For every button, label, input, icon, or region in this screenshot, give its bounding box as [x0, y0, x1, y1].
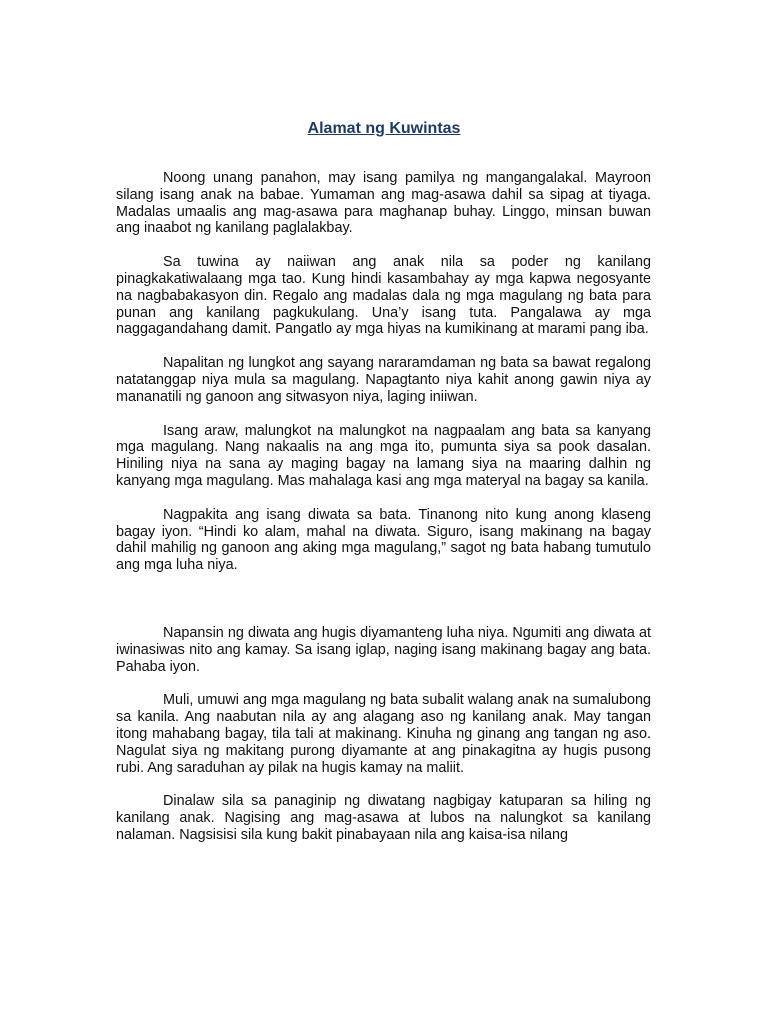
paragraph-spacer — [116, 237, 651, 254]
paragraph-spacer — [116, 338, 651, 355]
paragraph-spacer — [116, 406, 651, 423]
paragraph-spacer — [116, 675, 651, 692]
document-title: Alamat ng Kuwintas — [307, 120, 461, 137]
paragraph-spacer — [116, 490, 651, 507]
paragraph-1: Noong unang panahon, may isang pamilya ng mangangalakal. Mayroon silang isang anak na babae. Yumaman ang mag-asawa dahil sa sipag at tiyaga. Madalas umaalis ang mag-asawa para maghanap buhay. Linggo, minsan buwan ang inaabot ng kanilang paglalakbay. — [116, 170, 651, 237]
paragraph-2: Sa tuwina ay naiiwan ang anak nila sa poder ng kanilang pinagkakatiwalaang mga tao. Kung hindi kasambahay ay mga kapwa negosyante na nagbabakasyon din. Regalo ang madalas dala ng mga magulang ng bata para punan ang kanilang pagkukulang. Una’y isang tuta. Pangalawa ay mga naggagandahang damit. Pangatlo ay mga hiyas na kumikinang at marami pang iba. — [116, 254, 651, 338]
paragraph-8: Dinalaw sila sa panaginip ng diwatang nagbigay katuparan sa hiling ng kanilang anak. Nagising ang mag-asawa at lubos na nalungkot sa kanilang nalaman. Nagsisisi sila kung bakit pinabayaan nila ang kaisa-isa nilang — [116, 793, 651, 843]
paragraph-4: Isang araw, malungkot na malungkot na nagpaalam ang bata sa kanyang mga magulang. Nang nakaalis na ang mga ito, pumunta siya sa pook dasalan. Hiniling niya na sana ay maging bagay na lamang siya na maaring dalhin ng kanyang mga magulang. Mas mahalaga kasi ang mga materyal na bagay sa kanila. — [116, 422, 651, 489]
paragraph-3: Napalitan ng lungkot ang sayang nararamdaman ng bata sa bawat regalong natatanggap niya mula sa magulang. Napagtanto niya kahit anong gawin niya ay mananatili ng ganoon ang sitwasyon niya, laging iniiwan. — [116, 355, 651, 405]
paragraph-7: Muli, umuwi ang mga magulang ng bata subalit walang anak na sumalubong sa kanila. Ang naabutan nila ay ang alagang aso ng kanilang anak. May tangan itong mahabang bagay, tila tali at makinang. Kinuha ng ginang ang tangan ng aso. Nagulat siya ng makitang purong diyamante at ang pinakagitna ay hugis pusong rubi. Ang saraduhan ay pilak na hugis kamay na maliit. — [116, 692, 651, 776]
paragraph-spacer — [116, 776, 651, 793]
paragraph-5: Nagpakita ang isang diwata sa bata. Tinanong nito kung anong klaseng bagay iyon. “Hindi ko alam, mahal na diwata. Siguro, isang makinang na bagay dahil mahilig ng ganoon ang aking mga magulang,” sagot ng bata habang tumutulo ang mga luha niya. — [116, 506, 651, 574]
document-body — [116, 170, 651, 844]
paragraph-spacer-large — [116, 574, 651, 625]
paragraph-6: Napansin ng diwata ang hugis diyamanteng luha niya. Ngumiti ang diwata at iwinasiwas nito ang kamay. Sa isang iglap, naging isang makinang bagay ang bata. Pahaba iyon. — [116, 624, 651, 675]
